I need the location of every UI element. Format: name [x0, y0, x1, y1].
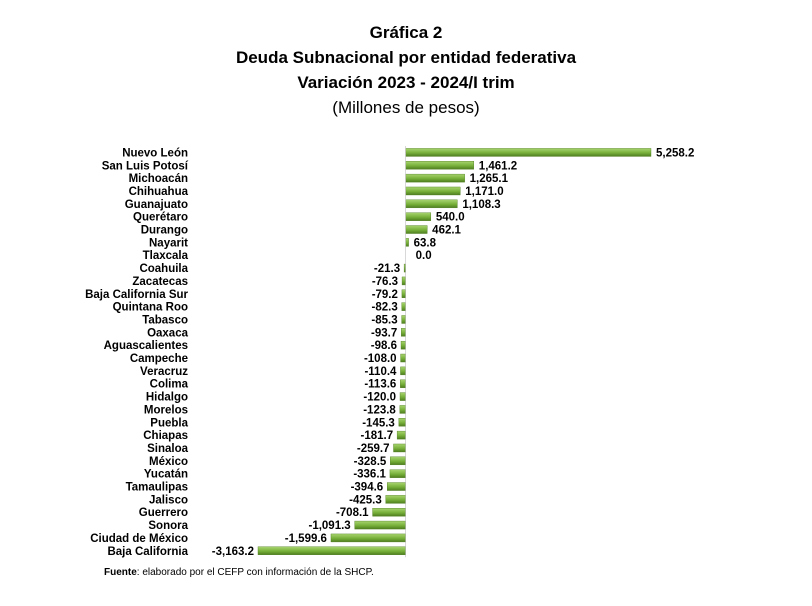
source-text: : elaborado por el CEFP con información de la SHCP.	[136, 567, 374, 578]
chart-period: Variación 2023 - 2024/I trim	[297, 73, 515, 92]
bar-nuevo-leon	[406, 148, 651, 156]
bar-hidalgo	[400, 393, 406, 401]
bar-quintana-roo	[402, 303, 406, 311]
data-label-ciudad-de-mexico: -1,599.6	[284, 532, 327, 545]
data-label-campeche: -108.0	[363, 353, 397, 366]
data-label-sinaloa: -259.7	[356, 442, 390, 455]
category-label-baja-california-sur: Baja California Sur	[85, 288, 188, 301]
category-label-queretaro: Querétaro	[133, 211, 188, 224]
data-label-durango: 462.1	[432, 224, 461, 237]
data-label-jalisco: -425.3	[349, 494, 382, 507]
data-label-chihuahua: 1,171.0	[465, 185, 504, 198]
category-label-jalisco: Jalisco	[149, 494, 188, 507]
category-label-hidalgo: Hidalgo	[145, 391, 188, 404]
bar-aguascalientes	[401, 341, 406, 349]
data-label-sonora: -1,091.3	[308, 520, 351, 533]
source-label: Fuente	[104, 567, 137, 578]
chart-units: (Millones de pesos)	[332, 98, 480, 117]
data-label-coahuila: -21.3	[373, 263, 401, 276]
data-label-nayarit: 63.8	[413, 237, 436, 250]
data-label-nuevo-leon: 5,258.2	[656, 147, 695, 160]
category-label-oaxaca: Oaxaca	[147, 327, 188, 340]
category-label-durango: Durango	[140, 224, 188, 237]
category-label-michoacan: Michoacán	[128, 173, 188, 186]
data-label-mexico: -328.5	[353, 455, 387, 468]
category-label-sinaloa: Sinaloa	[147, 442, 188, 455]
category-label-campeche: Campeche	[129, 353, 188, 366]
category-label-san-luis-potosi: San Luis Potosí	[101, 160, 188, 173]
bar-guerrero	[373, 508, 406, 516]
figure-number: Gráfica 2	[369, 23, 443, 42]
bar-baja-california	[258, 547, 406, 555]
category-label-mexico: México	[149, 455, 188, 468]
chart-title: Deuda Subnacional por entidad federativa	[235, 48, 577, 67]
bar-campeche	[401, 354, 406, 362]
data-label-tamaulipas: -394.6	[350, 481, 384, 494]
category-label-veracruz: Veracruz	[140, 365, 188, 378]
category-label-guerrero: Guerrero	[138, 507, 188, 520]
category-label-tlaxcala: Tlaxcala	[142, 250, 188, 263]
bar-sinaloa	[393, 444, 405, 452]
data-label-morelos: -123.8	[363, 404, 396, 417]
bar-chihuahua	[406, 187, 461, 195]
category-label-zacatecas: Zacatecas	[132, 275, 188, 288]
data-label-veracruz: -110.4	[364, 365, 397, 378]
bar-baja-california-sur	[402, 290, 406, 298]
bar-colima	[400, 380, 405, 388]
bar-yucatan	[390, 470, 406, 478]
bar-tabasco	[402, 315, 406, 323]
bar-veracruz	[400, 367, 405, 375]
category-label-morelos: Morelos	[143, 404, 188, 417]
bar-zacatecas	[402, 277, 406, 285]
bar-guanajuato	[406, 200, 458, 208]
category-label-nuevo-leon: Nuevo León	[122, 147, 188, 160]
bar-durango	[406, 226, 428, 234]
category-label-quintana-roo: Quintana Roo	[112, 301, 188, 314]
bar-oaxaca	[401, 328, 405, 336]
bar-morelos	[400, 405, 406, 413]
category-label-baja-california: Baja California	[107, 545, 188, 558]
category-label-ciudad-de-mexico: Ciudad de México	[90, 532, 188, 545]
category-label-chiapas: Chiapas	[143, 430, 188, 443]
bar-puebla	[399, 418, 406, 426]
data-label-san-luis-potosi: 1,461.2	[478, 160, 518, 173]
category-label-chihuahua: Chihuahua	[128, 185, 188, 198]
category-label-puebla: Puebla	[150, 417, 188, 430]
data-label-hidalgo: -120.0	[363, 391, 397, 404]
bar-michoacan	[406, 174, 465, 182]
data-label-puebla: -145.3	[362, 417, 395, 430]
data-label-aguascalientes: -98.6	[370, 340, 398, 353]
bar-nayarit	[406, 238, 409, 246]
data-label-tabasco: -85.3	[371, 314, 398, 327]
data-label-yucatan: -336.1	[353, 468, 386, 481]
data-label-quintana-roo: -82.3	[371, 301, 398, 314]
bar-sonora	[355, 521, 406, 529]
bar-tamaulipas	[387, 483, 405, 491]
data-label-tlaxcala: 0.0	[415, 250, 432, 263]
category-label-nayarit: Nayarit	[149, 237, 188, 250]
bar-chiapas	[397, 431, 405, 439]
category-label-tabasco: Tabasco	[142, 314, 188, 327]
data-label-guanajuato: 1,108.3	[462, 198, 501, 211]
data-label-oaxaca: -93.7	[371, 327, 398, 340]
category-label-colima: Colima	[149, 378, 188, 391]
category-label-aguascalientes: Aguascalientes	[103, 340, 188, 353]
data-label-baja-california: -3,163.2	[211, 545, 254, 558]
bar-ciudad-de-mexico	[331, 534, 406, 542]
source-note	[104, 567, 374, 578]
category-label-sonora: Sonora	[148, 520, 188, 533]
data-label-queretaro: 540.0	[435, 211, 465, 224]
bar-queretaro	[406, 213, 431, 221]
category-label-coahuila: Coahuila	[139, 263, 188, 276]
category-label-guanajuato: Guanajuato	[124, 198, 188, 211]
bar-mexico	[390, 457, 405, 465]
data-label-zacatecas: -76.3	[371, 275, 399, 288]
category-label-yucatan: Yucatán	[143, 468, 188, 481]
bar-jalisco	[386, 495, 406, 503]
data-label-baja-california-sur: -79.2	[371, 288, 398, 301]
data-label-chiapas: -181.7	[360, 430, 394, 443]
bar-san-luis-potosi	[406, 161, 474, 169]
data-label-michoacan: 1,265.1	[469, 173, 509, 186]
data-label-colima: -113.6	[364, 378, 397, 391]
category-label-tamaulipas: Tamaulipas	[125, 481, 188, 494]
data-label-guerrero: -708.1	[335, 507, 369, 520]
